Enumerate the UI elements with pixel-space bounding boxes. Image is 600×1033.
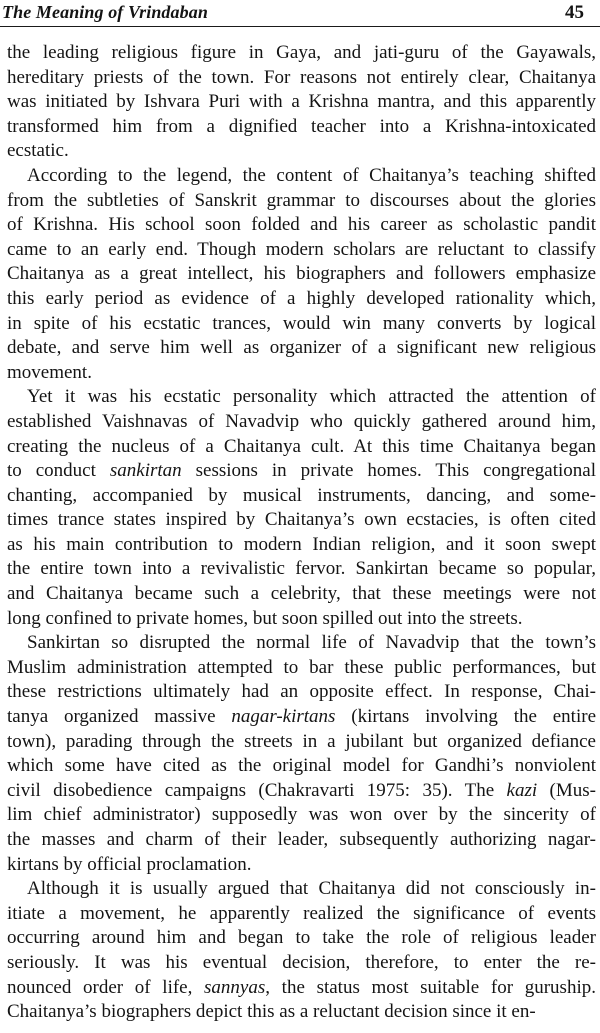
text-line <box>7 66 596 91</box>
text-line <box>7 582 596 607</box>
text-line <box>7 238 596 263</box>
text-line <box>7 164 596 189</box>
text-line <box>7 508 596 533</box>
text-fragment: tanya organized massive <box>7 706 232 728</box>
paragraph <box>7 385 596 631</box>
text-line <box>7 435 596 460</box>
text-line <box>7 730 596 755</box>
text-fragment: this early period as evidence of a highly developed rationality which, <box>7 287 596 309</box>
text-fragment: the masses and charm of their leader, subsequently authorizing nagar- <box>7 829 596 850</box>
text-fragment: Sankirtan so disrupted the normal life of Navadvip that the town’s <box>27 632 596 654</box>
paragraph <box>7 631 596 877</box>
text-line <box>7 902 596 927</box>
text-fragment: (Mus- <box>537 779 596 801</box>
text-fragment: in spite of his ecstatic trances, would win many converts by logical <box>7 312 596 334</box>
text-line <box>7 656 596 681</box>
text-line <box>7 41 596 66</box>
text-fragment: (kirtans involving the entire <box>335 706 596 728</box>
text-line <box>7 976 596 1001</box>
text-fragment: chanting, accompanied by musical instruments, dancing, and some- <box>7 484 596 506</box>
text-line <box>7 410 596 435</box>
paragraph <box>7 41 596 164</box>
text-line <box>7 459 596 484</box>
text-fragment: kirtans by official proclamation. <box>7 853 252 875</box>
text-line <box>7 361 596 386</box>
text-fragment: transformed him from a dignified teacher into a Krishna-intoxicated <box>7 115 596 137</box>
text-line <box>7 90 596 115</box>
text-fragment: Chaitanya’s biographers depict this as a reluctant decision since it en- <box>7 1001 536 1023</box>
text-fragment: and Chaitanya became such a celebrity, that these meetings were not <box>7 583 596 605</box>
text-fragment: ecstatic. <box>7 140 69 162</box>
text-line <box>7 607 596 632</box>
text-line <box>7 631 596 656</box>
text-line <box>7 1000 596 1025</box>
text-fragment: of Krishna. His school soon folded and his career as scholastic pandit <box>7 214 596 236</box>
text-line <box>7 287 596 312</box>
text-line <box>7 557 596 582</box>
text-fragment: the leading religious figure in Gaya, and jati-guru of the Gayawals, <box>7 42 596 63</box>
text-fragment: established Vaishnavas of Navadvip who quickly gathered around him, <box>7 410 596 432</box>
italic-term: sannyas <box>204 976 266 998</box>
text-line <box>7 853 596 878</box>
text-line <box>7 828 596 853</box>
text-fragment: from the subtleties of Sanskrit grammar to discourses about the glories <box>7 189 596 211</box>
text-line <box>7 189 596 214</box>
text-fragment: came to an early end. Though modern scholars are reluctant to classify <box>7 238 596 260</box>
text-line <box>7 385 596 410</box>
running-title: The Meaning of Vrindaban <box>2 2 208 22</box>
text-fragment: lim chief administrator) supposedly was won over by the sincerity of <box>7 804 596 826</box>
text-fragment: long confined to private homes, but soon spilled out into the streets. <box>7 607 523 629</box>
text-fragment: which some have cited as the original model for Gandhi’s nonviolent <box>7 755 596 777</box>
text-fragment: itiate a movement, he apparently realized the significance of events <box>7 902 596 924</box>
text-fragment: to conduct <box>7 460 110 482</box>
text-line <box>7 926 596 951</box>
running-head <box>0 0 600 27</box>
text-fragment: occurring around him and began to take the role of religious leader <box>7 927 596 949</box>
text-line <box>7 213 596 238</box>
text-line <box>7 754 596 779</box>
text-fragment: was initiated by Ishvara Puri with a Krishna mantra, and this apparently <box>7 91 596 113</box>
text-line <box>7 139 596 164</box>
text-fragment: town), parading through the streets in a jubilant but organized defiance <box>7 730 596 752</box>
text-fragment: civil disobedience campaigns (Chakravarti 1975: 35). The <box>7 779 507 801</box>
text-line <box>7 877 596 902</box>
text-fragment: nounced order of life, <box>7 976 205 998</box>
text-line <box>7 951 596 976</box>
text-line <box>7 680 596 705</box>
paragraph <box>7 164 596 385</box>
text-fragment: times trance states inspired by Chaitanya’s own ecstacies, is often cited <box>7 509 596 531</box>
text-fragment: movement. <box>7 361 92 383</box>
text-fragment: these restrictions ultimately had an opposite effect. In response, Chai- <box>7 681 596 703</box>
text-fragment: seriously. It was his eventual decision, therefore, to enter the re- <box>7 951 596 973</box>
text-line <box>7 533 596 558</box>
page-number: 45 <box>565 2 584 23</box>
text-line <box>7 779 596 804</box>
body-text <box>7 41 596 1025</box>
text-fragment: as his main contribution to modern Indian religion, and it soon swept <box>7 533 596 555</box>
italic-term: nagar-kirtans <box>231 706 336 728</box>
text-fragment: the entire town into a revivalistic fervor. Sankirtan became so popular, <box>7 558 596 580</box>
text-fragment: hereditary priests of the town. For reasons not entirely clear, Chaitanya <box>7 66 596 88</box>
text-fragment: creating the nucleus of a Chaitanya cult. At this time Chaitanya began <box>7 435 596 457</box>
text-line <box>7 115 596 140</box>
text-line <box>7 803 596 828</box>
text-line <box>7 484 596 509</box>
text-fragment: , the status most suitable for guruship. <box>265 976 596 998</box>
text-fragment: Although it is usually argued that Chaitanya did not consciously in- <box>27 878 596 900</box>
italic-term: kazi <box>506 779 538 801</box>
text-fragment: Yet it was his ecstatic personality which attracted the attention of <box>27 386 596 408</box>
text-fragment: According to the legend, the content of Chaitanya’s teaching shifted <box>27 164 596 186</box>
text-fragment: debate, and serve him well as organizer of a significant new religious <box>7 337 596 359</box>
text-line <box>7 312 596 337</box>
italic-term: sankirtan <box>109 460 182 482</box>
text-fragment: Muslim administration attempted to bar these public performances, but <box>7 656 596 678</box>
text-line <box>7 336 596 361</box>
text-fragment: Chaitanya as a great intellect, his biographers and followers emphasize <box>7 263 596 285</box>
text-line <box>7 705 596 730</box>
paragraph <box>7 877 596 1025</box>
text-line <box>7 262 596 287</box>
text-fragment: sessions in private homes. This congregational <box>181 460 596 482</box>
